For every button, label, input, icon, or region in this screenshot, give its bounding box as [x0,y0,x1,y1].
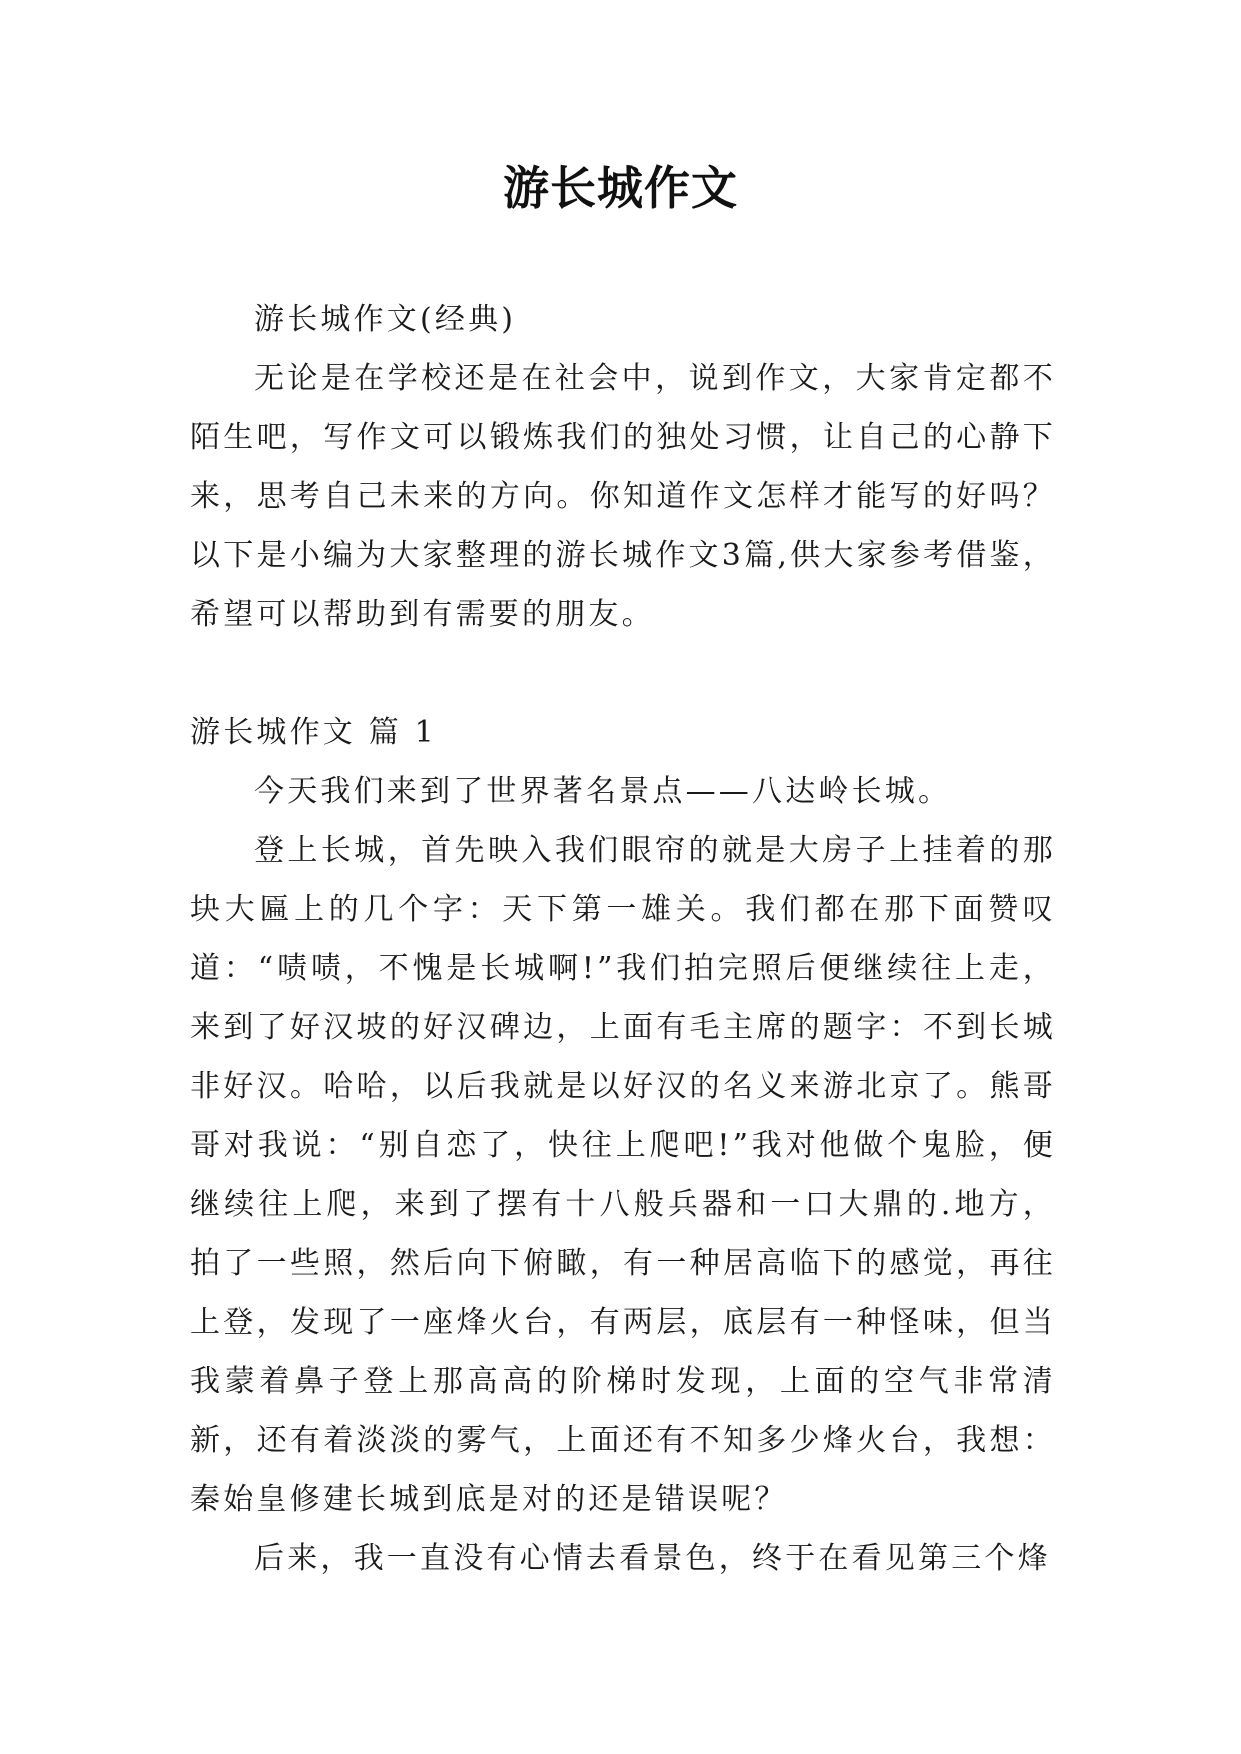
intro-paragraph: 无论是在学校还是在社会中，说到作文，大家肯定都不陌生吧，写作文可以锻炼我们的独处习惯，让自己的心静下来，思考自己未来的方向。你知道作文怎样才能写的好吗？以下是小编为大家整理的游长城作文3篇,供大家参考借鉴，希望可以帮助到有需要的朋友。 [190,361,1056,632]
document-body [190,290,1056,1588]
body-paragraph-2: 登上长城，首先映入我们眼帘的就是大房子上挂着的那块大匾上的几个字：天下第一雄关。我们都在那下面赞叹道：“啧啧，不愧是长城啊!”我们拍完照后便继续往上走，来到了好汉坡的好汉碑边，上面有毛主席的题字：不到长城非好汉。哈哈，以后我就是以好汉的名义来游北京了。熊哥哥对我说：“别自恋了，快往上爬吧!”我对他做个鬼脸，便继续往上爬，来到了摆有十八般兵器和一口大鼎的.地方，拍了一些照，然后向下俯瞰，有一种居高临下的感觉，再往上登，发现了一座烽火台，有两层，底层有一种怪味，但当我蒙着鼻子登上那高高的阶梯时发现，上面的空气非常清新，还有着淡淡的雾气，上面还有不知多少烽火台，我想：秦始皇修建长城到底是对的还是错误呢？ [190,833,1056,1517]
body-paragraph-1: 今天我们来到了世界著名景点——八达岭长城。 [254,774,952,809]
section-spacer [190,644,1056,703]
document-subtitle: 游长城作文(经典) [254,302,517,337]
section-heading: 游长城作文 篇 1 [190,715,437,750]
body-paragraph-3: 后来，我一直没有心情去看景色，终于在看见第三个烽 [254,1541,1051,1576]
document-title: 游长城作文 [503,161,738,215]
